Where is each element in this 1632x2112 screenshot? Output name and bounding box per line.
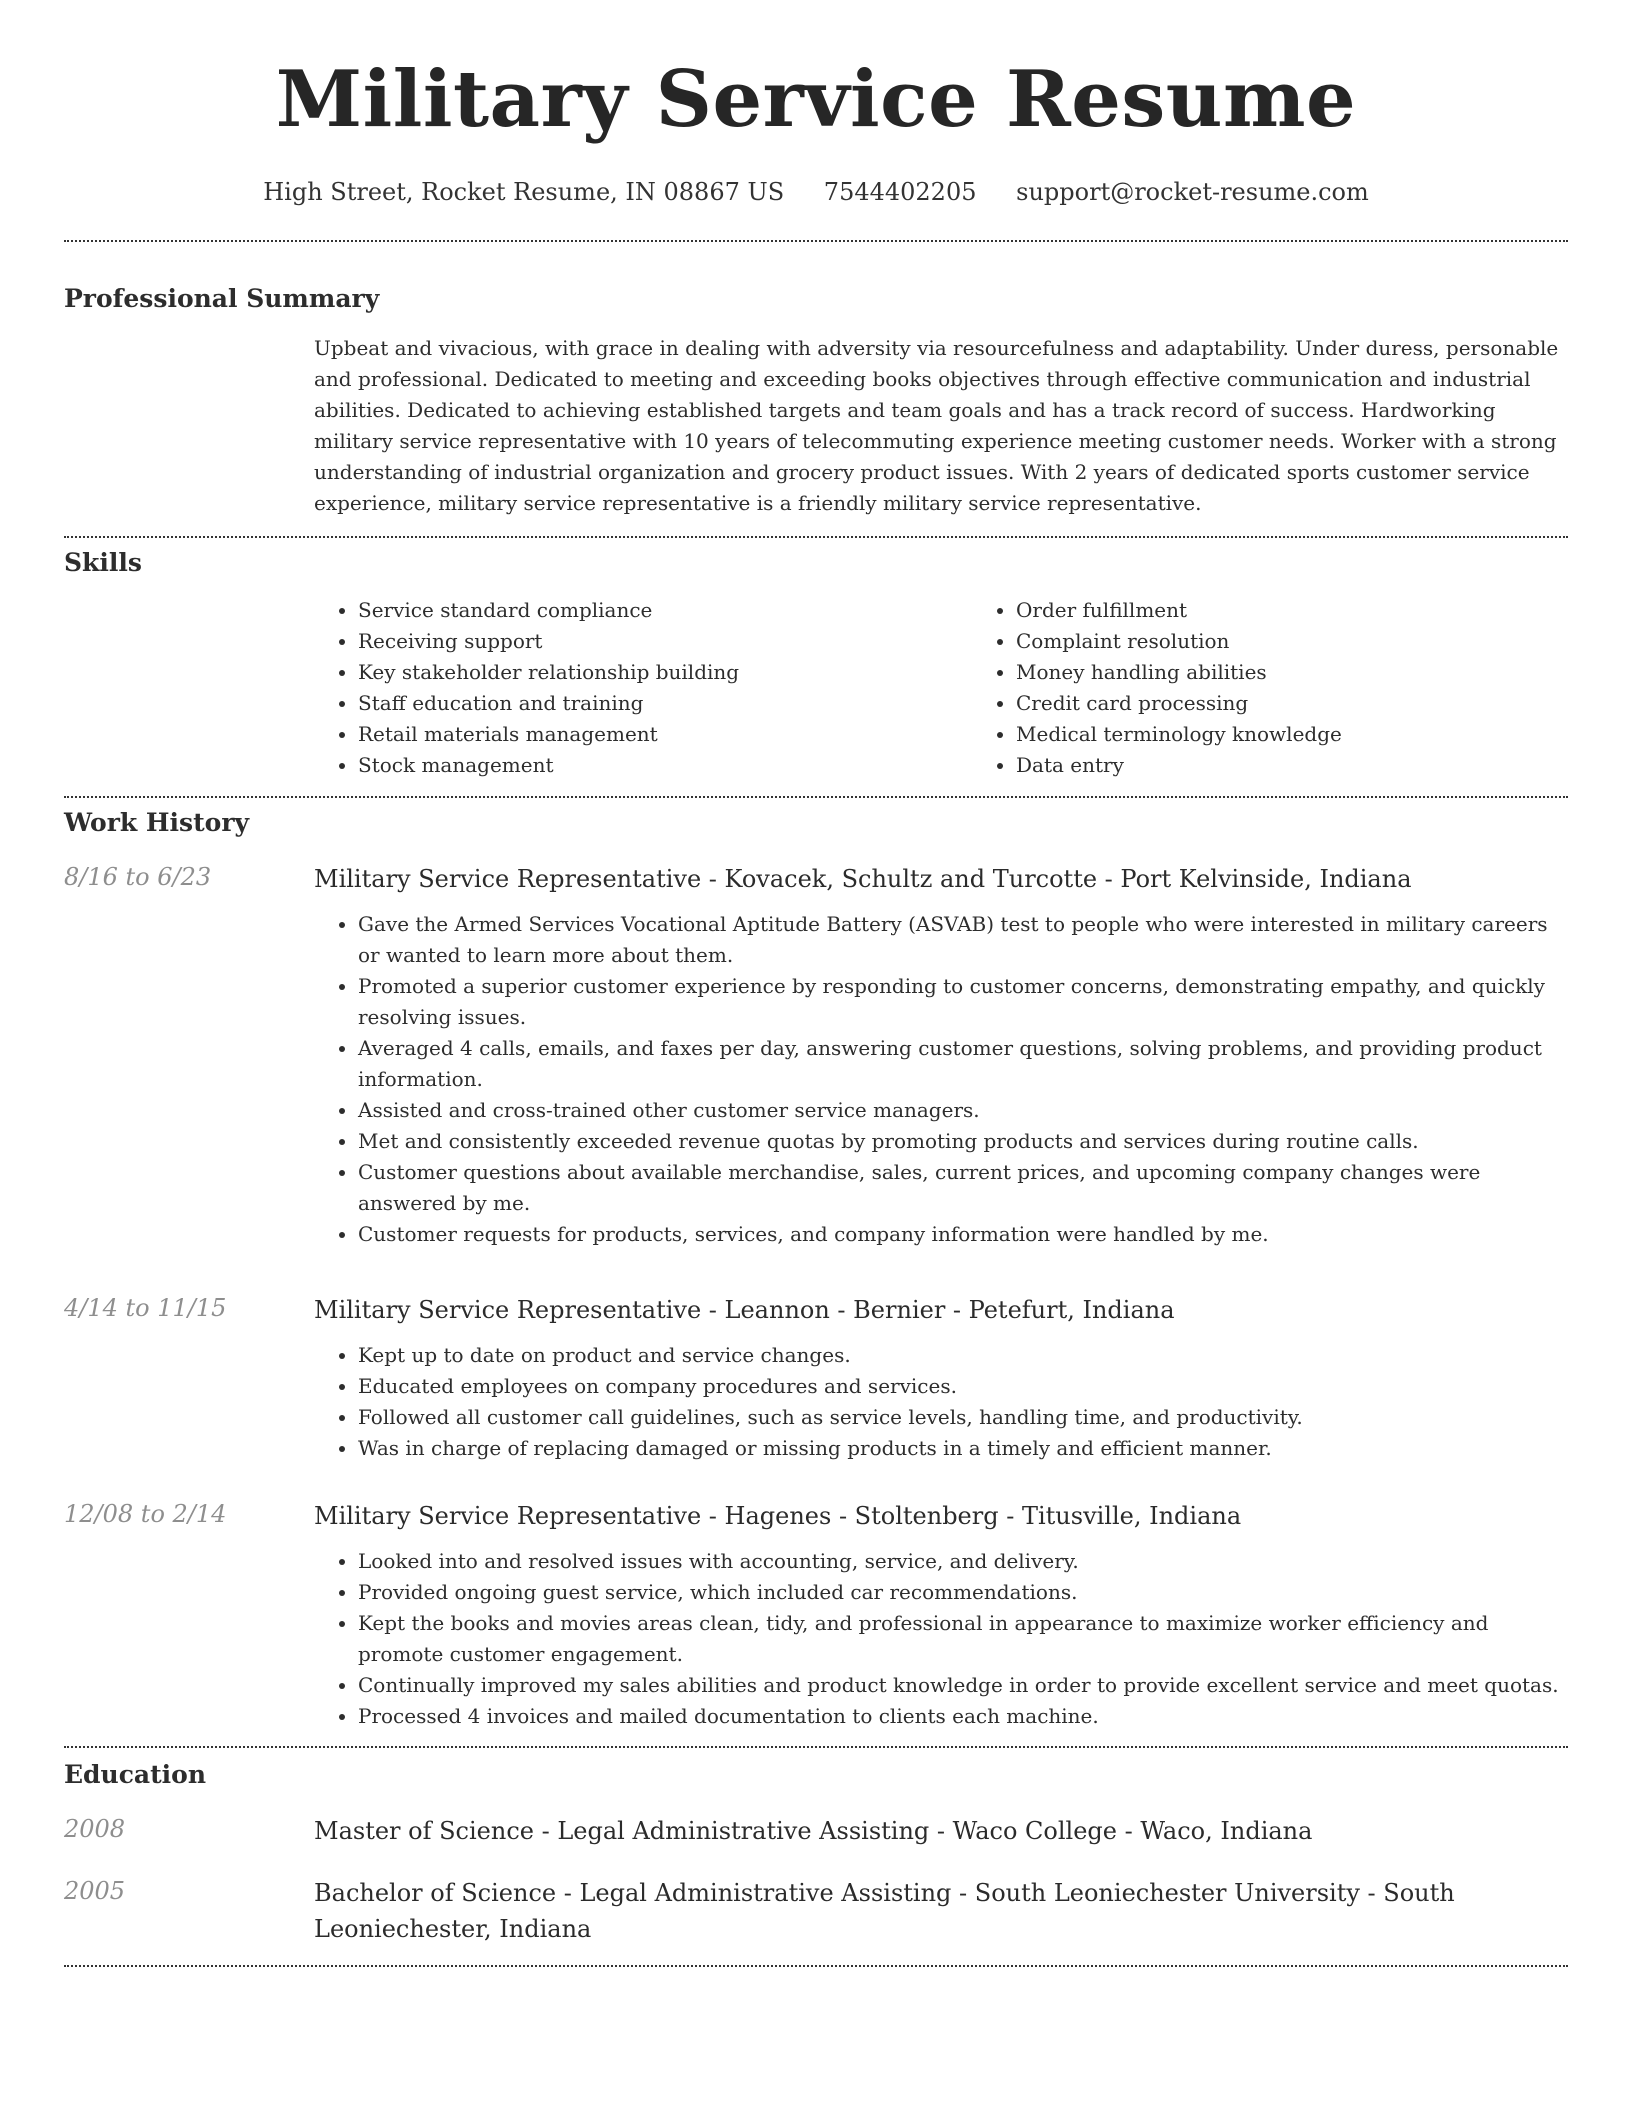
skills-list-left (314, 595, 972, 781)
skills-list-right (972, 595, 1630, 781)
summary-row (64, 333, 1568, 519)
job-title: Military Service Representative - Hagenes - Stoltenberg - Titusville, Indiana (314, 1502, 1242, 1530)
divider (64, 240, 1568, 242)
contact-line (64, 178, 1568, 206)
job-bullet: • Kept the books and movies areas clean, tidy, and professional in appearance to maximize worker efficiency and promote customer engagement. (358, 1608, 1568, 1670)
divider (64, 536, 1568, 538)
skill-item: • Retail materials management (358, 719, 972, 750)
work-history-list (64, 861, 1568, 1732)
section-title-education: Education (64, 1760, 207, 1789)
contact-email: support@rocket-resume.com (1016, 178, 1369, 206)
job-dates: 12/08 to 2/14 (64, 1500, 227, 1528)
contact-phone: 7544402205 (823, 178, 977, 206)
job-bullet: • Customer questions about available merchandise, sales, current prices, and upcoming company changes were answered by me. (358, 1157, 1568, 1219)
job-bullet: • Educated employees on company procedures and services. (358, 1371, 1568, 1402)
education-year: 2008 (64, 1815, 126, 1843)
job-bullet: • Continually improved my sales abilities and product knowledge in order to provide excellent service and meet quotas. (358, 1670, 1568, 1701)
page-title: Military Service Resume (275, 54, 1357, 145)
job-entry (64, 1292, 1568, 1464)
job-bullet: • Followed all customer call guidelines, such as service levels, handling time, and productivity. (358, 1402, 1568, 1433)
job-bullet: • Processed 4 invoices and mailed documentation to clients each machine. (358, 1701, 1568, 1732)
skill-item: • Credit card processing (1016, 688, 1630, 719)
job-details (64, 1340, 1568, 1464)
skill-item: • Money handling abilities (1016, 657, 1630, 688)
job-title: Military Service Representative - Kovacek, Schultz and Turcotte - Port Kelvinside, Indiana (314, 865, 1412, 893)
job-dates: 4/14 to 11/15 (64, 1294, 227, 1322)
job-bullet: • Looked into and resolved issues with accounting, service, and delivery. (358, 1546, 1568, 1577)
skill-item: • Service standard compliance (358, 595, 972, 626)
job-bullet: • Customer requests for products, services, and company information were handled by me. (358, 1219, 1568, 1250)
job-bullets (314, 1546, 1568, 1732)
contact-address: High Street, Rocket Resume, IN 08867 US (263, 178, 785, 206)
education-entry (64, 1813, 1568, 1849)
job-bullet: • Assisted and cross-trained other customer service managers. (358, 1095, 1568, 1126)
education-degree: Bachelor of Science - Legal Administrative Assisting - South Leoniechester University - South Leoniechester, Indiana (314, 1879, 1455, 1943)
job-entry (64, 1498, 1568, 1732)
education-year: 2005 (64, 1877, 126, 1905)
section-title-skills: Skills (64, 548, 142, 577)
skill-item: • Medical terminology knowledge (1016, 719, 1630, 750)
job-header (64, 861, 1568, 897)
job-entry (64, 861, 1568, 1250)
job-dates: 8/16 to 6/23 (64, 863, 212, 891)
job-bullet: • Kept up to date on product and service changes. (358, 1340, 1568, 1371)
summary-text: Upbeat and vivacious, with grace in dealing with adversity via resourcefulness and adaptability. Under duress, personable and professional. Dedicated to meeting and exceeding books objectives through effective communication and industrial abilities. Dedicated to achieving established targets and team goals and has a track record of success. Hardworking military service representative with 10 years of telecommuting experience meeting customer needs. Worker with a strong understanding of industrial organization and grocery product issues. With 2 years of dedicated sports customer service experience, military service representative is a friendly military service representative. (314, 336, 1559, 515)
education-list (64, 1813, 1568, 1947)
education-degree: Master of Science - Legal Administrative Assisting - Waco College - Waco, Indiana (314, 1817, 1313, 1845)
skills-row (64, 595, 1568, 781)
job-details (64, 1546, 1568, 1732)
job-bullet: • Gave the Armed Services Vocational Aptitude Battery (ASVAB) test to people who were interested in military careers or wanted to learn more about them. (358, 909, 1568, 971)
job-header (64, 1292, 1568, 1328)
divider (64, 1746, 1568, 1748)
divider (64, 796, 1568, 798)
job-details (64, 909, 1568, 1250)
skill-item: • Complaint resolution (1016, 626, 1630, 657)
skills-grid (314, 595, 1630, 781)
skill-item: • Order fulfillment (1016, 595, 1630, 626)
skill-item: • Data entry (1016, 750, 1630, 781)
job-bullet: • Met and consistently exceeded revenue quotas by promoting products and services during routine calls. (358, 1126, 1568, 1157)
job-header (64, 1498, 1568, 1534)
job-bullets (314, 909, 1568, 1250)
job-title: Military Service Representative - Leannon - Bernier - Petefurt, Indiana (314, 1296, 1175, 1324)
skill-item: • Stock management (358, 750, 972, 781)
skill-item: • Key stakeholder relationship building (358, 657, 972, 688)
skill-item: • Receiving support (358, 626, 972, 657)
job-bullet: • Provided ongoing guest service, which included car recommendations. (358, 1577, 1568, 1608)
job-bullet: • Averaged 4 calls, emails, and faxes per day, answering customer questions, solving problems, and providing product information. (358, 1033, 1568, 1095)
section-title-work: Work History (64, 808, 250, 837)
education-entry (64, 1875, 1568, 1947)
job-bullet: • Promoted a superior customer experience by responding to customer concerns, demonstrating empathy, and quickly resolving issues. (358, 971, 1568, 1033)
section-title-summary: Professional Summary (64, 284, 380, 313)
job-bullet: • Was in charge of replacing damaged or missing products in a timely and efficient manner. (358, 1433, 1568, 1464)
divider (64, 1965, 1568, 1967)
skill-item: • Staff education and training (358, 688, 972, 719)
job-bullets (314, 1340, 1568, 1464)
